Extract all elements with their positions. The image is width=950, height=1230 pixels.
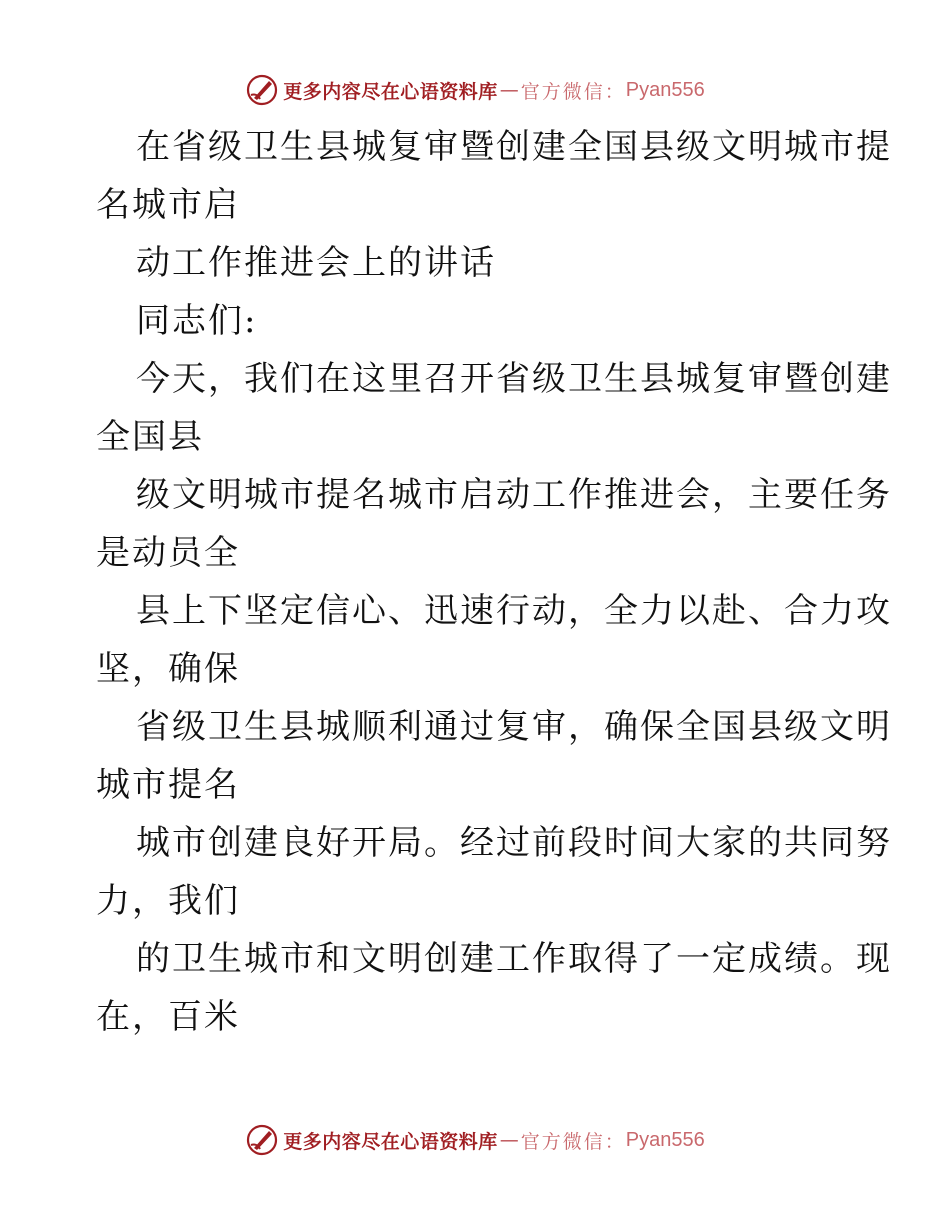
body-line: 力，我们: [96, 881, 240, 921]
body-line: 城市创建良好开局。经过前段时间大家的共同努: [136, 823, 892, 863]
salutation: 同志们:: [136, 301, 258, 341]
body-line: 是动员全: [96, 533, 240, 573]
footer-watermark-banner: [0, 1120, 950, 1160]
banner-dash: —: [499, 79, 519, 101]
body-line: 县上下坚定信心、迅速行动，全力以赴、合力攻: [136, 591, 892, 631]
brand-text: 更多内容尽在心语资料库: [283, 1130, 498, 1153]
body-line: 城市提名: [96, 765, 240, 805]
quill-seal-icon: [245, 73, 279, 107]
wechat-label: 官方微信：: [520, 1130, 626, 1153]
title-line-3: 动工作推进会上的讲话: [136, 243, 496, 283]
body-line: 坚，确保: [96, 649, 240, 689]
document-body: [96, 118, 892, 1046]
title-line-1: 在省级卫生县城复审暨创建全国县级文明城市提: [136, 127, 892, 167]
body-line: 在，百米: [96, 997, 240, 1037]
wechat-label: 官方微信：: [520, 80, 626, 103]
header-watermark-banner: [0, 70, 950, 110]
body-line: 今天，我们在这里召开省级卫生县城复审暨创建: [136, 359, 892, 399]
quill-seal-icon: [245, 1123, 279, 1157]
wechat-id: Pyan556: [625, 78, 705, 101]
brand-text: 更多内容尽在心语资料库: [283, 80, 498, 103]
wechat-id: Pyan556: [625, 1128, 705, 1151]
banner-dash: —: [499, 1129, 519, 1151]
body-line: 省级卫生县城顺利通过复审，确保全国县级文明: [136, 707, 892, 747]
body-line: 级文明城市提名城市启动工作推进会，主要任务: [136, 475, 892, 515]
title-line-2: 名城市启: [96, 185, 240, 225]
body-line: 的卫生城市和文明创建工作取得了一定成绩。现: [136, 939, 892, 979]
body-line: 全国县: [96, 417, 204, 457]
